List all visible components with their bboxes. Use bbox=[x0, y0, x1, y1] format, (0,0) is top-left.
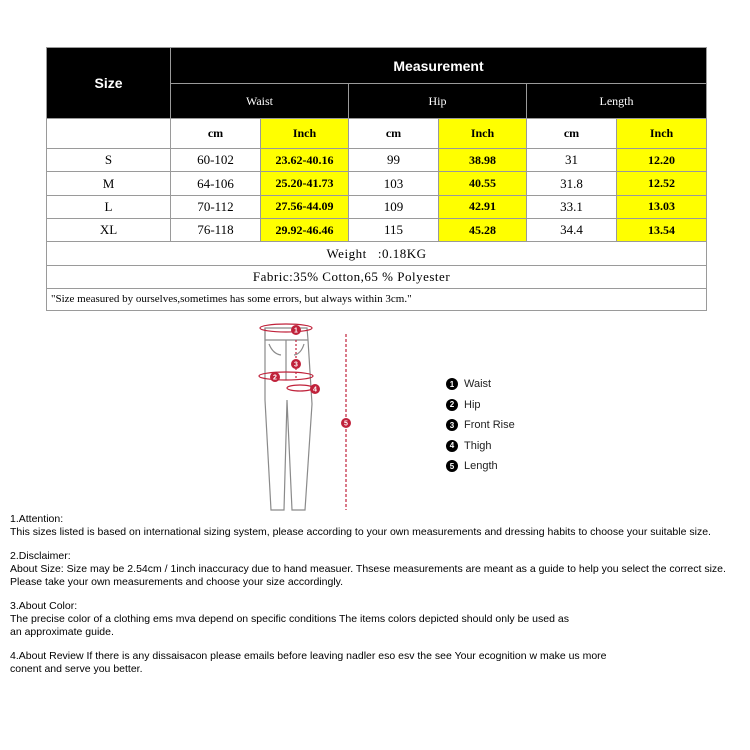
size-cell: S bbox=[47, 149, 171, 172]
note-text: This sizes listed is based on international sizing system, please according to your own measurements and dressing habits to choose your suitable size. bbox=[10, 526, 711, 538]
legend-item bbox=[446, 415, 515, 436]
length-cm-cell: 31 bbox=[527, 149, 617, 172]
length-inch-cell: 12.52 bbox=[617, 172, 707, 195]
waist-cm-cell: 76-118 bbox=[171, 218, 261, 241]
number-badge-icon: 5 bbox=[446, 460, 458, 472]
number-badge-icon: 3 bbox=[446, 419, 458, 431]
marker-label: 3 bbox=[294, 361, 298, 369]
marker-label: 1 bbox=[294, 327, 298, 335]
hip-inch-cell: 45.28 bbox=[439, 218, 527, 241]
legend-item bbox=[446, 436, 515, 457]
blank-cell bbox=[47, 118, 171, 148]
hip-cm-cell: 109 bbox=[349, 195, 439, 218]
unit-header: cm bbox=[527, 118, 617, 148]
unit-header: Inch bbox=[261, 118, 349, 148]
legend-label: Hip bbox=[464, 398, 481, 411]
size-cell: XL bbox=[47, 218, 171, 241]
weight-row: Weight :0.18KG bbox=[47, 242, 707, 266]
measure-lines bbox=[259, 324, 346, 510]
size-header: Size bbox=[47, 48, 171, 119]
note-text: About Size: Size may be 2.54cm / 1inch inaccuracy due to hand measuer. Thsese measurements are meant as a guide to help you select the correct size. bbox=[10, 563, 726, 575]
legend-label: Length bbox=[464, 460, 498, 473]
legend-label: Front Rise bbox=[464, 419, 515, 432]
size-cell: M bbox=[47, 172, 171, 195]
table-row bbox=[47, 195, 707, 218]
unit-header: cm bbox=[171, 118, 261, 148]
size-notes bbox=[10, 513, 748, 687]
length-inch-cell: 12.20 bbox=[617, 149, 707, 172]
marker-label: 4 bbox=[313, 386, 317, 394]
review-note bbox=[10, 650, 748, 676]
length-cm-cell: 34.4 bbox=[527, 218, 617, 241]
legend-item bbox=[446, 374, 515, 395]
measurement-header: Measurement bbox=[171, 48, 707, 84]
waist-header: Waist bbox=[171, 84, 349, 118]
marker-label: 2 bbox=[273, 374, 277, 382]
length-cm-cell: 31.8 bbox=[527, 172, 617, 195]
legend-label: Thigh bbox=[464, 439, 492, 452]
unit-header: Inch bbox=[617, 118, 707, 148]
waist-inch-cell: 23.62-40.16 bbox=[261, 149, 349, 172]
waist-inch-cell: 27.56-44.09 bbox=[261, 195, 349, 218]
waist-inch-cell: 29.92-46.46 bbox=[261, 218, 349, 241]
note-text: Please take your own measurements and choose your size accordingly. bbox=[10, 576, 344, 588]
unit-header: Inch bbox=[439, 118, 527, 148]
hip-cm-cell: 115 bbox=[349, 218, 439, 241]
table-row bbox=[47, 149, 707, 172]
note-title: 3.About Color: bbox=[10, 600, 78, 612]
waist-cm-cell: 60-102 bbox=[171, 149, 261, 172]
note-text: 4.About Review If there is any dissaisacon please emails before leaving nadler eso esv the see Your ecognition w make us more bbox=[10, 650, 607, 662]
number-badge-icon: 2 bbox=[446, 399, 458, 411]
length-header: Length bbox=[527, 84, 707, 118]
legend-item bbox=[446, 456, 515, 477]
waist-cm-cell: 70-112 bbox=[171, 195, 261, 218]
hip-cm-cell: 103 bbox=[349, 172, 439, 195]
table-row bbox=[47, 218, 707, 241]
note-text: an approximate guide. bbox=[10, 626, 114, 638]
hip-inch-cell: 42.91 bbox=[439, 195, 527, 218]
note-text: conent and serve you better. bbox=[10, 663, 143, 675]
length-inch-cell: 13.54 bbox=[617, 218, 707, 241]
waist-cm-cell: 64-106 bbox=[171, 172, 261, 195]
note-text: The precise color of a clothing ems mva depend on specific conditions The items colors depicted should only be used as bbox=[10, 613, 569, 625]
disclaimer-note bbox=[10, 550, 748, 589]
unit-header: cm bbox=[349, 118, 439, 148]
size-chart-table bbox=[46, 47, 707, 311]
number-badge-icon: 1 bbox=[446, 378, 458, 390]
hip-inch-cell: 38.98 bbox=[439, 149, 527, 172]
number-badge-icon: 4 bbox=[446, 440, 458, 452]
marker-label: 5 bbox=[344, 420, 348, 428]
measurement-note: "Size measured by ourselves,sometimes has some errors, but always within 3cm." bbox=[47, 288, 707, 310]
color-note bbox=[10, 600, 748, 639]
length-cm-cell: 33.1 bbox=[527, 195, 617, 218]
pants-diagram bbox=[255, 320, 370, 515]
legend-label: Waist bbox=[464, 378, 492, 391]
pants-outline bbox=[265, 328, 312, 510]
hip-header: Hip bbox=[349, 84, 527, 118]
fabric-row: Fabric:35% Cotton,65 % Polyester bbox=[47, 266, 707, 288]
length-inch-cell: 13.03 bbox=[617, 195, 707, 218]
hip-inch-cell: 40.55 bbox=[439, 172, 527, 195]
hip-cm-cell: 99 bbox=[349, 149, 439, 172]
measurement-legend bbox=[446, 374, 515, 477]
legend-item bbox=[446, 395, 515, 416]
attention-note bbox=[10, 513, 748, 539]
note-title: 1.Attention: bbox=[10, 513, 64, 525]
table-row bbox=[47, 172, 707, 195]
note-title: 2.Disclaimer: bbox=[10, 550, 71, 562]
waist-inch-cell: 25.20-41.73 bbox=[261, 172, 349, 195]
size-cell: L bbox=[47, 195, 171, 218]
